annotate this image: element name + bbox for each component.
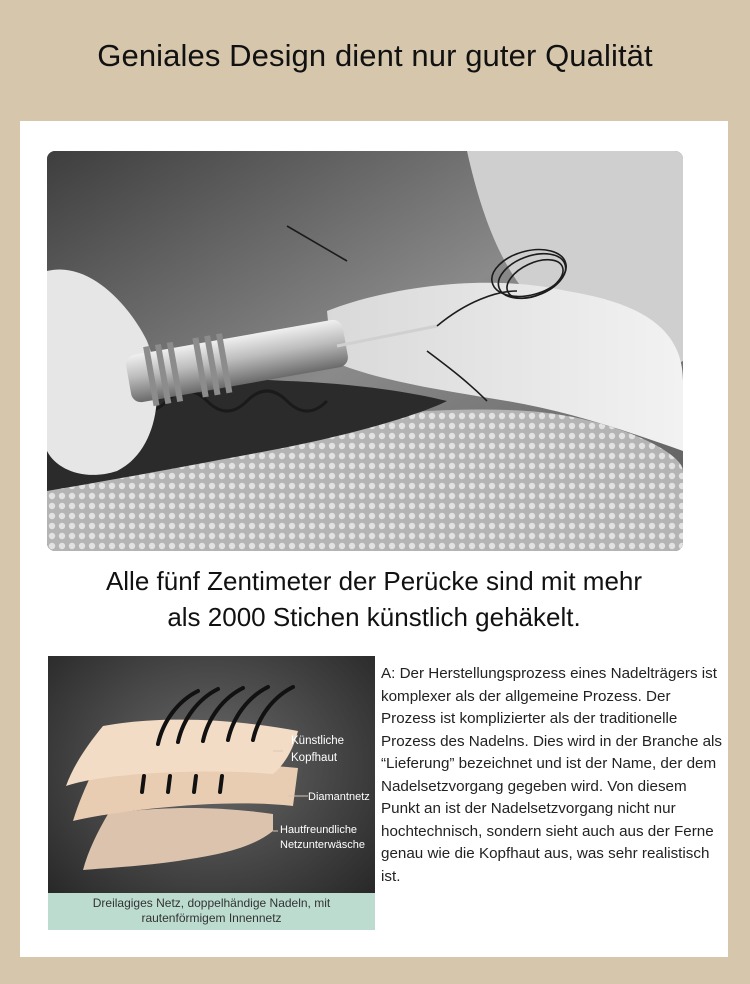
label-skin-friendly-net: Hautfreundliche Netzunterwäsche (280, 824, 365, 851)
photo-caption (20, 563, 728, 635)
photo-caption-line1: Alle fünf Zentimeter der Perücke sind mit mehr (105, 566, 643, 596)
three-layer-net-diagram (48, 656, 375, 930)
content-card (20, 121, 728, 957)
hair-knotting-needle-photo-icon (47, 151, 683, 551)
hair-knotting-photo (47, 151, 683, 551)
diagram-caption: Dreilagiges Netz, doppelhändige Nadeln, mit rautenförmigem Innennetz (48, 893, 375, 930)
label-diamond-net: Diamantnetz (308, 791, 370, 803)
process-description: A: Der Herstellungsprozess eines Nadelträgers ist komplexer als der allgemeine Prozess. Der Prozess ist komplizierter als der traditionelle Prozess des Nadelns. Dies wird in der Branche als “Lieferung” bezeichnet und ist der Name, der dem Nadelsetzvorgang gegeben wird. Von diesem Punkt an ist der Nadelsetzvorgang nicht nur hochtechnisch, sondern sieht auch aus der Ferne genau wie die Kopfhaut aus, was sehr realistisch ist. (381, 665, 723, 885)
label-artificial-scalp: Künstliche Kopfhaut (291, 735, 345, 764)
page-title: Geniales Design dient nur guter Qualität (97, 38, 653, 73)
photo-caption-line2: als 2000 Stichen künstlich gehäkelt. (167, 602, 581, 632)
